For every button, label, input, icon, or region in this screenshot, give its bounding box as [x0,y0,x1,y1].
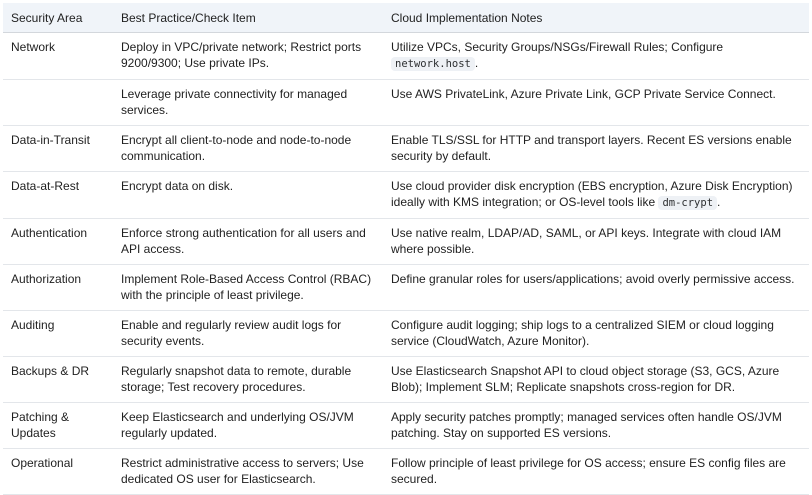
table-row [3,126,809,172]
notes-text: Use Elasticsearch Snapshot API to cloud object storage (S3, GCS, Azure Blob); Implement SLM; Replicate snapshots cross-region for DR. [391,364,780,394]
cloud-notes-cell [383,265,809,311]
cloud-notes-cell [383,403,809,449]
cloud-notes-cell [383,126,809,172]
best-practice-cell: Keep Elasticsearch and underlying OS/JVM regularly updated. [113,403,383,449]
security-area-cell: Data-at-Rest [3,172,113,219]
table-row [3,33,809,80]
security-area-cell: Patching & Updates [3,403,113,449]
best-practice-cell: Enable and regularly review audit logs for security events. [113,311,383,357]
cloud-notes-cell [383,449,809,495]
notes-text-after: . [474,56,479,70]
best-practice-cell: Implement Role-Based Access Control (RBAC) with the principle of least privilege. [113,265,383,311]
notes-text: Configure audit logging; ship logs to a centralized SIEM or cloud logging service (CloudWatch, Azure Monitor). [391,318,774,348]
cloud-notes-cell [383,311,809,357]
cloud-notes-cell [383,172,809,219]
best-practice-cell: Enforce strong authentication for all users and API access. [113,219,383,265]
table [3,3,809,495]
table-row [3,219,809,265]
security-area-cell: Network [3,33,113,80]
cloud-notes-cell [383,219,809,265]
table-row [3,265,809,311]
best-practice-cell: Regularly snapshot data to remote, durable storage; Test recovery procedures. [113,357,383,403]
security-area-cell: Operational [3,449,113,495]
security-area-cell: Authentication [3,219,113,265]
inline-code: network.host [391,57,475,71]
cloud-notes-cell [383,80,809,126]
table-row [3,172,809,219]
table-row [3,449,809,495]
cloud-notes-cell [383,357,809,403]
security-area-cell: Authorization [3,265,113,311]
best-practice-cell: Deploy in VPC/private network; Restrict ports 9200/9300; Use private IPs. [113,33,383,80]
table-header [3,3,809,33]
best-practice-cell: Leverage private connectivity for managed services. [113,80,383,126]
best-practice-cell: Encrypt data on disk. [113,172,383,219]
security-checklist-table [3,3,809,486]
notes-text: Use cloud provider disk encryption (EBS encryption, Azure Disk Encryption) ideally with KMS integration; or OS-level tools like [391,179,793,209]
notes-text: Follow principle of least privilege for OS access; ensure ES config files are secured. [391,456,786,486]
security-area-cell [3,80,113,126]
security-area-cell: Backups & DR [3,357,113,403]
table-row [3,403,809,449]
notes-text-after: . [717,195,721,209]
notes-text: Define granular roles for users/applications; avoid overly permissive access. [391,272,795,286]
inline-code: dm-crypt [658,196,717,210]
table-row [3,80,809,126]
best-practice-cell: Encrypt all client-to-node and node-to-node communication. [113,126,383,172]
header-cloud-notes: Cloud Implementation Notes [383,3,809,33]
notes-text: Enable TLS/SSL for HTTP and transport layers. Recent ES versions enable security by default. [391,133,792,163]
table-row [3,311,809,357]
header-best-practice: Best Practice/Check Item [113,3,383,33]
notes-text: Utilize VPCs, Security Groups/NSGs/Firewall Rules; Configure [391,40,724,54]
cloud-notes-cell [383,33,809,80]
header-security-area: Security Area [3,3,113,33]
best-practice-cell: Restrict administrative access to servers; Use dedicated OS user for Elasticsearch. [113,449,383,495]
security-area-cell: Auditing [3,311,113,357]
notes-text: Use AWS PrivateLink, Azure Private Link, GCP Private Service Connect. [391,87,776,101]
notes-text: Apply security patches promptly; managed services often handle OS/JVM patching. Stay on supported ES versions. [391,410,782,440]
header-row [3,3,809,33]
table-row [3,357,809,403]
notes-text: Use native realm, LDAP/AD, SAML, or API keys. Integrate with cloud IAM where possible. [391,226,782,256]
table-body [3,33,809,495]
security-area-cell: Data-in-Transit [3,126,113,172]
